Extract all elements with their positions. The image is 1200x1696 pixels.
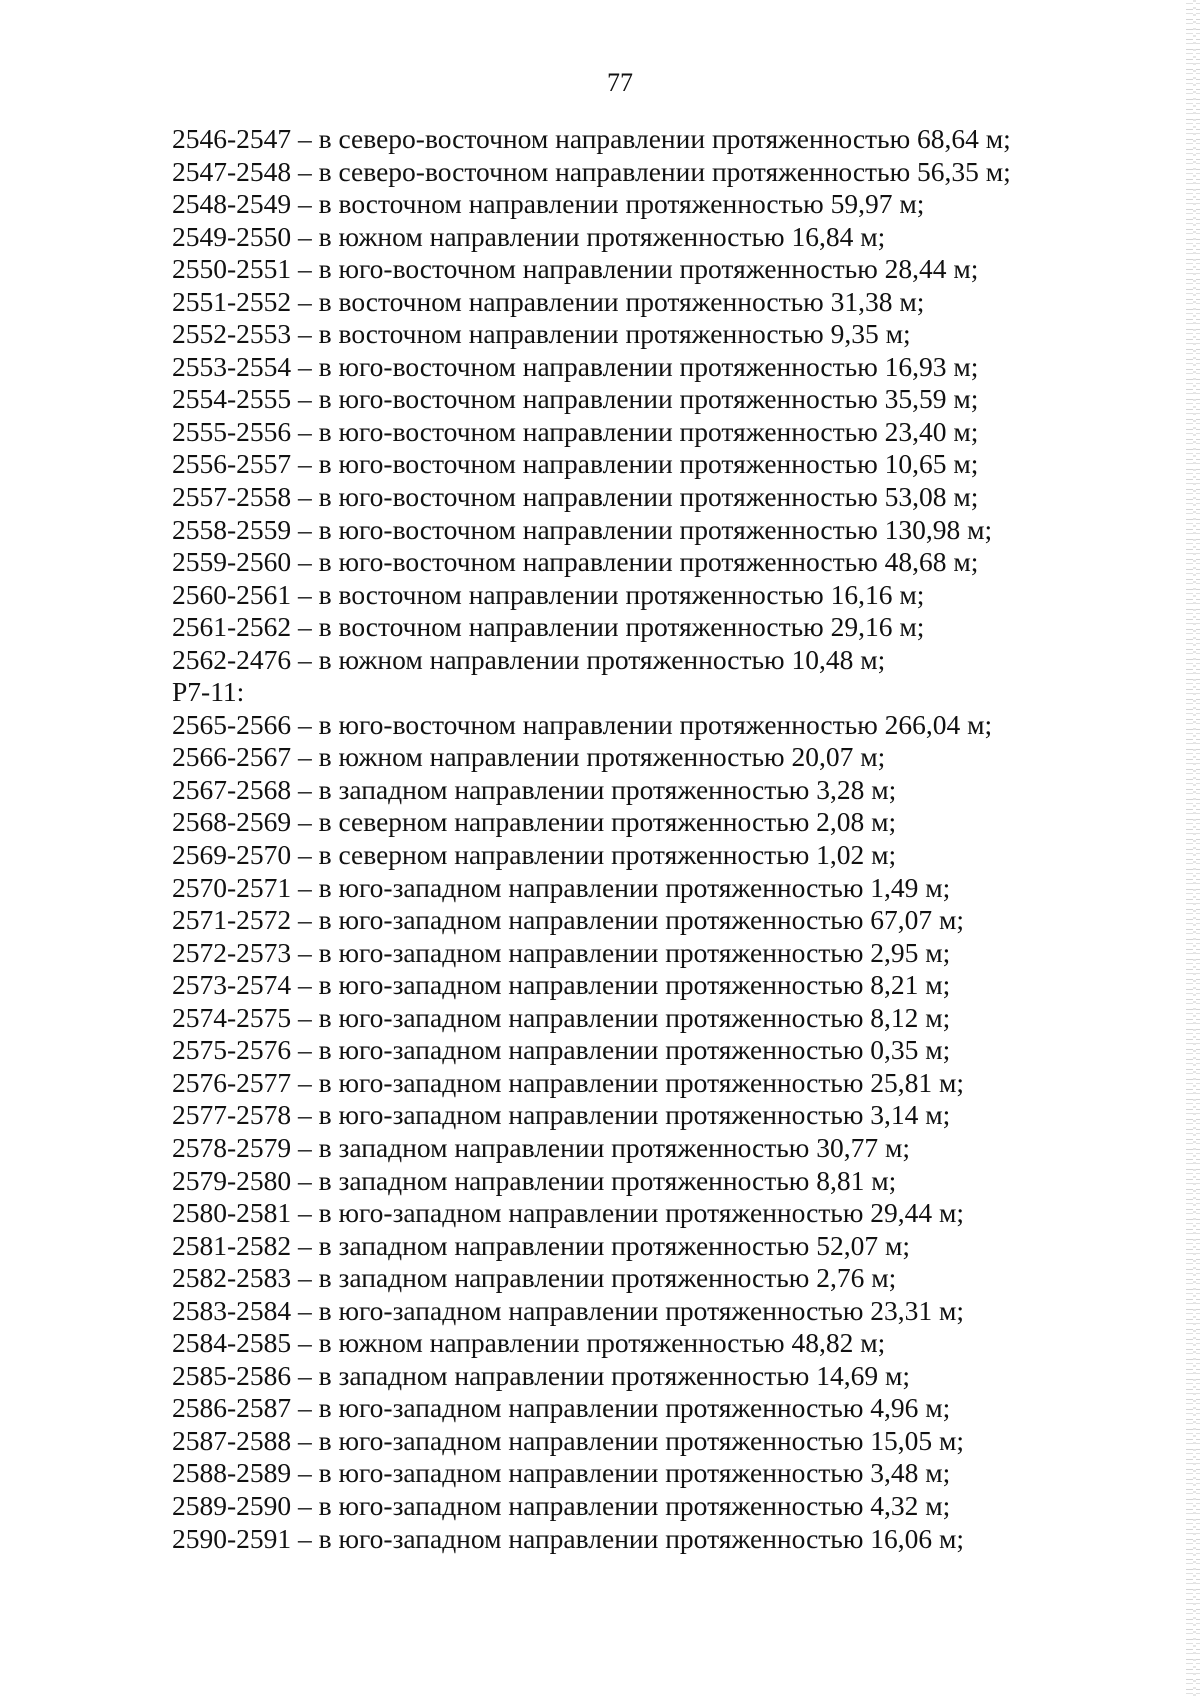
page-number: 77 (607, 68, 633, 97)
text-line: 2588-2589 – в юго-западном направлении протяженностью 3,48 м; (172, 1457, 951, 1489)
text-line: 2556-2557 – в юго-восточном направлении протяженностью 10,65 м; (172, 448, 979, 480)
text-line: 2568-2569 – в северном направлении протяженностью 2,08 м; (172, 806, 897, 838)
text-line: 2574-2575 – в юго-западном направлении протяженностью 8,12 м; (172, 1001, 951, 1033)
scan-edge-artifact-inner (1193, 0, 1196, 1696)
text-line: 2575-2576 – в юго-западном направлении протяженностью 0,35 м; (172, 1034, 951, 1066)
text-line: 2572-2573 – в юго-западном направлении протяженностью 2,95 м; (172, 936, 951, 968)
text-line: 2576-2577 – в юго-западном направлении протяженностью 25,81 м; (172, 1066, 965, 1098)
text-line: 2585-2586 – в западном направлении протяженностью 14,69 м; (172, 1359, 911, 1391)
text-line: 2557-2558 – в юго-восточном направлении протяженностью 53,08 м; (172, 481, 979, 513)
text-line: 2551-2552 – в восточном направлении протяженностью 31,38 м; (172, 285, 925, 317)
text-line: 2559-2560 – в юго-восточном направлении протяженностью 48,68 м; (172, 546, 979, 578)
text-line: 2581-2582 – в западном направлении протяженностью 52,07 м; (172, 1229, 911, 1261)
text-line: 2587-2588 – в юго-западном направлении протяженностью 15,05 м; (172, 1424, 965, 1456)
text-line: 2553-2554 – в юго-восточном направлении протяженностью 16,93 м; (172, 350, 979, 382)
text-line: 2571-2572 – в юго-западном направлении протяженностью 67,07 м; (172, 904, 965, 936)
text-line: 2584-2585 – в южном направлении протяженностью 48,82 м; (172, 1327, 886, 1359)
text-line: 2590-2591 – в юго-западном направлении протяженностью 16,06 м; (172, 1522, 965, 1554)
text-line: 2566-2567 – в южном направлении протяженностью 20,07 м; (172, 741, 886, 773)
text-line: 2552-2553 – в восточном направлении протяженностью 9,35 м; (172, 318, 911, 350)
text-line: 2589-2590 – в юго-западном направлении протяженностью 4,32 м; (172, 1489, 951, 1521)
text-line: 2573-2574 – в юго-западном направлении протяженностью 8,21 м; (172, 969, 951, 1001)
text-line: 2583-2584 – в юго-западном направлении протяженностью 23,31 м; (172, 1294, 965, 1326)
text-line: 2554-2555 – в юго-восточном направлении протяженностью 35,59 м; (172, 383, 979, 415)
section-label: Р7-11: (172, 676, 245, 708)
text-line: 2570-2571 – в юго-западном направлении протяженностью 1,49 м; (172, 871, 951, 903)
text-line: 2560-2561 – в восточном направлении протяженностью 16,16 м; (172, 578, 925, 610)
text-line: 2561-2562 – в восточном направлении протяженностью 29,16 м; (172, 611, 925, 643)
boundary-segment-list (172, 123, 1072, 1555)
text-line: 2582-2583 – в западном направлении протяженностью 2,76 м; (172, 1262, 897, 1294)
text-line: 2555-2556 – в юго-восточном направлении протяженностью 23,40 м; (172, 415, 979, 447)
text-line: 2567-2568 – в западном направлении протяженностью 3,28 м; (172, 773, 897, 805)
text-line: 2565-2566 – в юго-восточном направлении протяженностью 266,04 м; (172, 708, 993, 740)
text-line: 2580-2581 – в юго-западном направлении протяженностью 29,44 м; (172, 1197, 965, 1229)
text-line: 2562-2476 – в южном направлении протяженностью 10,48 м; (172, 643, 886, 675)
text-line: 2550-2551 – в юго-восточном направлении протяженностью 28,44 м; (172, 253, 979, 285)
text-line: 2577-2578 – в юго-западном направлении протяженностью 3,14 м; (172, 1099, 951, 1131)
text-line: 2578-2579 – в западном направлении протяженностью 30,77 м; (172, 1131, 911, 1163)
text-line: 2549-2550 – в южном направлении протяженностью 16,84 м; (172, 220, 886, 252)
text-line: 2586-2587 – в юго-западном направлении протяженностью 4,96 м; (172, 1392, 951, 1424)
text-line: 2558-2559 – в юго-восточном направлении протяженностью 130,98 м; (172, 513, 993, 545)
text-line: 2569-2570 – в северном направлении протяженностью 1,02 м; (172, 839, 897, 871)
text-line: 2548-2549 – в восточном направлении протяженностью 59,97 м; (172, 188, 925, 220)
text-line: 2546-2547 – в северо-восточном направлении протяженностью 68,64 м; (172, 123, 1011, 154)
text-line: 2579-2580 – в западном направлении протяженностью 8,81 м; (172, 1164, 897, 1196)
text-line: 2547-2548 – в северо-восточном направлении протяженностью 56,35 м; (172, 155, 1011, 187)
